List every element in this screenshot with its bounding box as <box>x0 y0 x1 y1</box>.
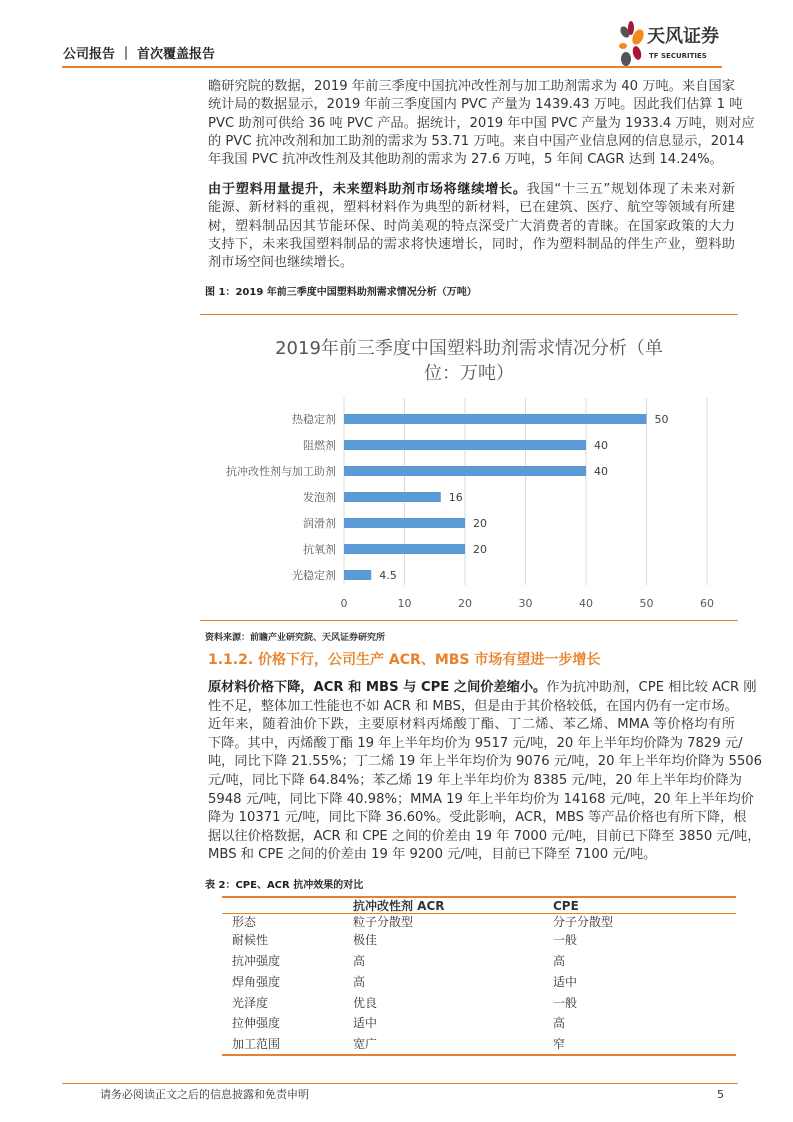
text-line: 能源、新材料的重视，塑料材料作为典型的新材料，已在建筑、医疗、航空等领域有所建 <box>208 200 735 216</box>
bar <box>344 466 586 476</box>
bar <box>344 518 465 528</box>
figure-top-rule <box>200 314 738 315</box>
chart-title-line: 位：万吨） <box>424 363 514 384</box>
text-line: 我国“十三五”规划体现了未来对新 <box>526 182 735 197</box>
data-label: 20 <box>473 543 487 556</box>
category-label: 热稳定剂 <box>292 413 336 426</box>
data-label: 20 <box>473 517 487 530</box>
table-cell: 耐候性 <box>232 933 269 947</box>
report-type-header: 公司报告 ｜ 首次覆盖报告 <box>63 47 216 62</box>
table-cell: 适中 <box>353 1016 378 1030</box>
text-line: 近年来，随着油价下跌，主要原材料丙烯酸丁酯、丁二烯、苯乙烯、MMA 等价格均有所 <box>208 717 735 733</box>
text-line: 的 PVC 抗冲改剂和加工助剂的需求为 53.71 万吨。来自中国产业信息网的信息显示，2014 <box>208 133 745 149</box>
text-line: 据以往价格数据，ACR 和 CPE 之间的价差由 19 年 7000 元/吨，目前已下降至 3850 元/吨， <box>208 828 761 844</box>
bar-chart <box>200 395 738 617</box>
table-header-cell: 抗冲改性剂 ACR <box>353 899 445 913</box>
bar <box>344 492 441 502</box>
x-tick-label: 50 <box>639 597 654 610</box>
header-divider <box>62 66 722 68</box>
text-line: 吨，同比下降 21.55%；丁二烯 19 年上半年均价为 9076 元/吨，20 年上半年均价降为 5506 <box>208 754 763 770</box>
x-tick-label: 0 <box>340 597 348 610</box>
paragraph-demand <box>208 78 755 169</box>
category-label: 润滑剂 <box>303 517 336 530</box>
table-caption: 表 2：CPE、ACR 抗冲效果的对比 <box>205 880 364 891</box>
bar <box>344 570 371 580</box>
table-cell: 高 <box>553 954 566 968</box>
text-line: 降为 10371 元/吨，同比下降 36.60%。受此影响，ACR，MBS 等产品价格也有所下降，根 <box>208 810 747 826</box>
table-cell: 适中 <box>553 975 578 989</box>
category-label: 光稳定剂 <box>292 569 336 582</box>
table-cell: 抗冲强度 <box>232 954 281 968</box>
table-cell: 拉伸强度 <box>232 1016 281 1030</box>
footer-disclaimer: 请务必阅读正文之后的信息披露和免责申明 <box>100 1088 309 1101</box>
bar <box>344 414 647 424</box>
category-label: 发泡剂 <box>303 491 336 504</box>
figure-caption: 图 1：2019 年前三季度中国塑料助剂需求情况分析（万吨） <box>205 287 477 298</box>
category-label: 抗氧剂 <box>303 543 336 556</box>
table-cell: 高 <box>353 954 366 968</box>
figure-bottom-rule <box>200 620 738 621</box>
table-header-cell: CPE <box>553 899 579 913</box>
data-label: 4.5 <box>379 569 397 582</box>
text-line: 年我国 PVC 抗冲改性剂及其他助剂的需求为 27.6 万吨，5 年间 CAGR 达到 14.24%。 <box>208 152 723 168</box>
x-tick-label: 20 <box>458 597 472 610</box>
table-header-rule <box>222 913 736 914</box>
tf-securities-logo <box>615 20 725 68</box>
text-line: 5948 元/吨，同比下降 40.98%；MMA 19 年上半年均价为 14168 元/吨，20 年上半年均价 <box>208 791 754 807</box>
figure-source: 资料来源：前瞻产业研究院、天风证券研究所 <box>205 633 386 643</box>
page-number: 5 <box>717 1088 724 1101</box>
text-line: 下降。其中，丙烯酸丁酯 19 年上半年均价为 9517 元/吨，20 年上半年均价降为 7829 元/ <box>208 735 743 751</box>
data-label: 40 <box>594 465 608 478</box>
x-tick-label: 60 <box>700 597 714 610</box>
section-heading: 1.1.2. 价格下行，公司生产 ACR、MBS 市场有望进一步增长 <box>208 652 601 668</box>
data-label: 50 <box>654 413 669 426</box>
x-tick-label: 10 <box>397 597 412 610</box>
table-cell: 高 <box>353 975 366 989</box>
table-top-rule <box>222 896 736 898</box>
table-cell: 一般 <box>553 996 578 1010</box>
table-cell: 宽广 <box>353 1037 378 1051</box>
text-line: 剂市场空间也继续增长。 <box>208 255 354 271</box>
table-cell: 窄 <box>553 1037 566 1051</box>
table-cell: 极佳 <box>353 933 378 947</box>
table-cell: 光泽度 <box>232 996 269 1010</box>
chart-title <box>200 336 738 386</box>
category-label: 阻燃剂 <box>303 439 336 452</box>
table-cell: 粒子分散型 <box>353 915 414 929</box>
text-line: 瞻研究院的数据，2019 年前三季度中国抗冲改性剂与加工助剂需求为 40 万吨。来自国家 <box>208 79 735 94</box>
text-line: 统计局的数据显示，2019 年前三季度国内 PVC 产量为 1439.43 万吨。因此我们估算 1 吨 <box>208 97 743 113</box>
logo-petals-icon <box>615 20 647 68</box>
text-line: 树，塑料制品因其节能环保、时尚美观的特点深受广大消费者的青睐。在国家政策的大力 <box>208 218 735 234</box>
table-cell: 一般 <box>553 933 578 947</box>
bar <box>344 544 465 554</box>
table-bottom-rule <box>222 1054 736 1056</box>
paragraph-price-spread <box>208 679 763 865</box>
paragraph-lead: 由于塑料用量提升，未来塑料助剂市场将继续增长。 <box>208 182 527 197</box>
data-label: 40 <box>594 439 608 452</box>
table-cell: 优良 <box>353 996 378 1010</box>
data-label: 16 <box>448 491 463 504</box>
table-cell: 加工范围 <box>232 1037 281 1051</box>
x-tick-label: 40 <box>579 597 593 610</box>
text-line: PVC 助剂可供给 36 吨 PVC 产品。据统计，2019 年中国 PVC 产量为 1933.4 万吨，则对应 <box>208 115 755 131</box>
logo-name-cn: 天风证券 <box>647 26 719 47</box>
x-tick-label: 30 <box>518 597 533 610</box>
chart-title-line: 2019年前三季度中国塑料助剂需求情况分析（单 <box>275 338 663 359</box>
table-cell: 形态 <box>232 915 257 929</box>
text-line: 支持下，未来我国塑料制品的需求将快速增长，同时，作为塑料制品的伴生产业，塑料助 <box>208 236 735 252</box>
text-line: 元/吨，同比下降 64.84%；苯乙烯 19 年上半年均价为 8385 元/吨，20 年上半年均价降为 <box>208 772 742 788</box>
paragraph-lead: 原材料价格下降，ACR 和 MBS 与 CPE 之间价差缩小。 <box>208 680 547 695</box>
table-cell: 高 <box>553 1016 566 1030</box>
footer-rule <box>62 1083 738 1084</box>
table-cell: 分子分散型 <box>553 915 614 929</box>
bar <box>344 440 586 450</box>
text-line: 作为抗冲助剂，CPE 相比较 ACR 刚 <box>546 680 757 695</box>
paragraph-market-growth <box>208 181 735 272</box>
text-line: 性不足，整体加工性能也不如 ACR 和 MBS，但是由于其价格较低，在国内仍有一定市场。 <box>208 698 738 714</box>
text-line: MBS 和 CPE 之间的价差由 19 年 9200 元/吨，目前已下降至 7100 元/吨。 <box>208 847 657 863</box>
logo-name-en: TF SECURITIES <box>649 52 707 60</box>
table-cell: 焊角强度 <box>232 975 281 989</box>
category-label: 抗冲改性剂与加工助剂 <box>226 465 336 478</box>
